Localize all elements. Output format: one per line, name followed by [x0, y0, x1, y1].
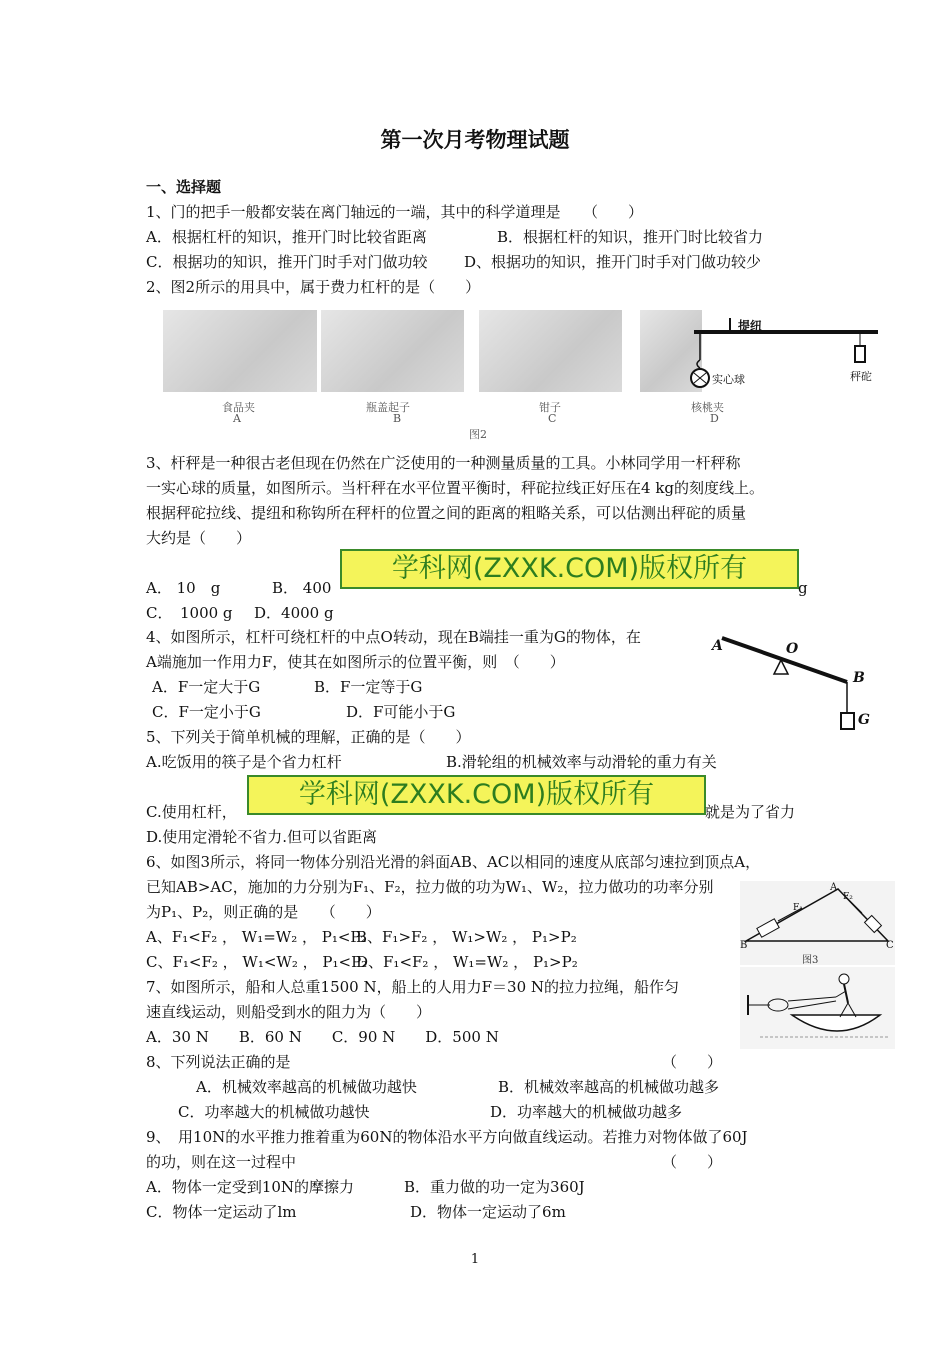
- q1-option-a: A．根据杠杆的知识，推开门时比较省距离: [146, 228, 427, 246]
- q6-option-d: D、F₁<F₂ ， W₁=W₂ ， P₁>P₂: [356, 953, 578, 971]
- q6-line-3: 为P₁、P₂，则正确的是 （ ）: [146, 903, 381, 921]
- q5-option-b: B.滑轮组的机械效率与动滑轮的重力有关: [446, 753, 717, 771]
- q8-option-a: A．机械效率越高的机械做功越快: [196, 1078, 417, 1096]
- q5-option-d: D.使用定滑轮不省力.但可以省距离: [146, 828, 378, 846]
- page-title: 第一次月考物理试题: [380, 128, 570, 152]
- q5-option-c-tail: 就是为了省力: [705, 803, 796, 821]
- watermark-1: 学科网(ZXXK.COM)版权所有: [340, 549, 799, 589]
- q3-line-3: 根据秤砣拉线、提纽和称钩所在秤杆的位置之间的距离的粗略关系，可以估测出秤砣的质量: [146, 504, 747, 522]
- incline-point-b: B: [740, 940, 748, 951]
- bottle-opener-photo: [321, 310, 464, 392]
- q4-option-d: D．F可能小于G: [346, 703, 456, 721]
- caption-d: 核桃夹: [691, 401, 724, 414]
- q3-option-a: A． 10 g: [146, 579, 221, 597]
- q1-option-b: B．根据杠杆的知识，推开门时比较省力: [497, 228, 764, 246]
- caption-c: 钳子: [539, 401, 561, 414]
- q6-line-1: 6、如图3所示，将同一物体分别沿光滑的斜面AB、AC以相同的速度从底部匀速拉到顶点A，: [146, 853, 761, 871]
- q5-option-c: C.使用杠杆，: [146, 803, 237, 821]
- q3-line-1: 3、杆秤是一种很古老但现在仍然在广泛使用的一种测量质量的工具。小林同学用一杆秤称: [146, 454, 741, 472]
- caption-b: 瓶盖起子: [366, 401, 410, 414]
- q1-option-c: C．根据功的知识，推开门时手对门做功较: [146, 253, 428, 271]
- q6-option-b: B、F₁>F₂ ， W₁>W₂ ， P₁>P₂: [356, 928, 577, 946]
- q8-paren: （ ）: [662, 1053, 723, 1071]
- letter-a: A: [233, 412, 241, 425]
- q7-line-2: 速直线运动，则船受到水的阻力为（ ）: [146, 1003, 432, 1021]
- knob-label: 提纽: [738, 319, 763, 333]
- q5-option-a: A.吃饭用的筷子是个省力杠杆: [146, 753, 342, 771]
- q3-option-b-unit: g: [798, 579, 808, 597]
- q3-line-4: 大约是（ ）: [146, 529, 252, 547]
- lever-point-b: B: [853, 670, 865, 686]
- figure-3-label: 图3: [802, 955, 819, 966]
- q1-stem: 1、门的把手一般都安装在离门轴远的一端，其中的科学道理是 （ ）: [146, 203, 644, 221]
- lever-point-a: A: [712, 638, 723, 654]
- q5-stem: 5、下列关于简单机械的理解，正确的是（ ）: [146, 728, 471, 746]
- incline-point-a: A: [830, 882, 838, 893]
- q8-stem: 8、下列说法正确的是: [146, 1053, 291, 1071]
- figure-2-label: 图2: [469, 428, 487, 441]
- pliers-photo: [479, 310, 622, 392]
- section-heading: 一、选择题: [146, 178, 222, 196]
- q4-line-1: 4、如图所示，杠杆可绕杠杆的中点O转动，现在B端挂一重为G的物体，在: [146, 628, 641, 646]
- q7-options: A．30 N B．60 N C．90 N D．500 N: [146, 1028, 499, 1046]
- watermark-2: 学科网(ZXXK.COM)版权所有: [247, 775, 706, 815]
- q9-option-c: C．物体一定运动了lm: [146, 1203, 297, 1221]
- q6-option-c: C、F₁<F₂ ， W₁<W₂ ， P₁<P₂: [146, 953, 368, 971]
- q8-option-b: B．机械效率越高的机械做功越多: [498, 1078, 720, 1096]
- q9-option-b: B．重力做的功一定为360J: [404, 1178, 585, 1196]
- incline-force-f2: F₂: [843, 892, 853, 902]
- weight-label: 秤砣: [850, 370, 872, 383]
- q3-line-2: 一实心球的质量，如图所示。当杆秤在水平位置平衡时，秤砣拉线正好压在4 kg的刻度线上。: [146, 479, 765, 497]
- letter-d: D: [710, 412, 719, 425]
- q9-option-a: A．物体一定受到10N的摩擦力: [146, 1178, 355, 1196]
- q4-option-a: A．F一定大于G: [152, 678, 261, 696]
- q6-line-2: 已知AB>AC，施加的力分别为F₁、F₂，拉力做的功为W₁、W₂，拉力做功的功率分别: [146, 878, 714, 896]
- q9-option-d: D．物体一定运动了6m: [410, 1203, 566, 1221]
- incline-point-c: C: [886, 940, 894, 951]
- letter-b: B: [393, 412, 402, 425]
- q3-option-c: C． 1000 g: [146, 604, 233, 622]
- letter-c: C: [548, 412, 557, 425]
- q3-option-d: D．4000 g: [254, 604, 334, 622]
- lever-point-o: O: [786, 641, 799, 657]
- lever-weight-g: G: [858, 712, 870, 728]
- incline-force-f1: F₁: [793, 903, 803, 913]
- boat-diagram: [740, 967, 895, 1049]
- q3-option-b: B． 400: [272, 579, 332, 597]
- q9-line-2: 的功，则在这一过程中: [146, 1153, 297, 1171]
- ball-label: 实心球: [712, 373, 745, 386]
- q4-option-b: B．F一定等于G: [314, 678, 423, 696]
- q6-option-a: A、F₁<F₂ ， W₁=W₂ ， P₁<P₂: [146, 928, 367, 946]
- q4-line-2: A端施加一作用力F，使其在如图所示的位置平衡，则 （ ）: [146, 653, 565, 671]
- food-tongs-photo: [163, 310, 317, 392]
- q4-option-c: C．F一定小于G: [152, 703, 261, 721]
- q2-stem: 2、图2所示的用具中，属于费力杠杆的是（ ）: [146, 278, 481, 296]
- q1-option-d: D、根据功的知识，推开门时手对门做功较少: [464, 253, 762, 271]
- caption-a: 食品夹: [222, 401, 255, 414]
- page-number: 1: [470, 1252, 480, 1267]
- q8-option-d: D．功率越大的机械做功越多: [490, 1103, 683, 1121]
- q8-option-c: C．功率越大的机械做功越快: [178, 1103, 370, 1121]
- q7-line-1: 7、如图所示，船和人总重1500 N，船上的人用力F＝30 N的拉力拉绳，船作匀: [146, 978, 680, 996]
- q9-paren: （ ）: [662, 1153, 723, 1171]
- q9-line-1: 9、 用10N的水平推力推着重为60N的物体沿水平方向做直线运动。若推力对物体做了60J: [146, 1128, 748, 1146]
